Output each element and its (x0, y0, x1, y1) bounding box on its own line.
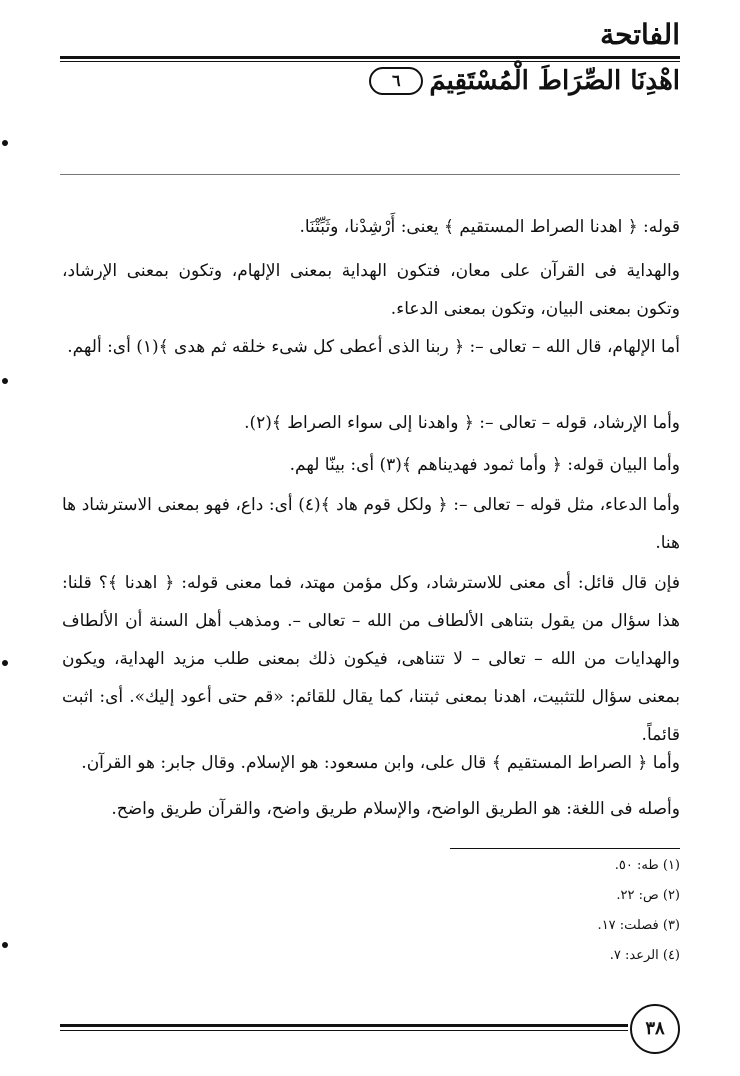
ayah-number: ٦ (392, 71, 401, 90)
verse-text: اهْدِنَا الصِّرَاطَ الْمُسْتَقِيمَ (429, 66, 680, 96)
footnote-3: (٣) فصلت: ١٧. (597, 918, 680, 933)
margin-mark (2, 660, 8, 666)
footer-rule-thick (60, 1024, 628, 1027)
margin-mark (2, 942, 8, 948)
paragraph-6: وأما الدعاء، مثل قوله – تعالى –: ﴿ ولكل قوم هاد ﴾(٤) أى: داع، فهو بمعنى الاسترشاد ها هنا. (62, 495, 680, 553)
paragraph-1: قوله: ﴿ اهدنا الصراط المستقيم ﴾ يعنى: أَرْشِدْنا، وثَبِّتْنَا. (299, 217, 680, 237)
page-number: ٣٨ (630, 1004, 680, 1054)
paragraph-5: وأما البيان قوله: ﴿ وأما ثمود فهديناهم ﴾(٣) أى: بينّا لهم. (289, 455, 680, 475)
verse-heading (369, 66, 680, 96)
footnote-4: (٤) الرعد: ٧. (609, 948, 680, 963)
margin-mark (2, 140, 8, 146)
ayah-number-badge (369, 67, 423, 95)
footnote-rule (450, 848, 680, 849)
header-rule-thin (60, 61, 680, 62)
section-divider (60, 174, 680, 175)
paragraph-7: فإن قال قائل: أى معنى للاسترشاد، وكل مؤمن مهتد، فما معنى قوله: ﴿ اهدنا ﴾؟ قلنا: هذا سؤال من يقول بتناهى الألطاف من الله – تعالى –. ومذهب أهل السنة أن الألطاف والهدايات من الله – تعالى – لا تتناهى، فيكون ذلك بمعنى طلب مزيد الهداية، ويكون بمعنى سؤال للتثبيت، اهدنا بمعنى ثبتنا، كما يقال للقائم: «قم حتى أعود إليك». أى: اثبت قائماً. (62, 573, 680, 745)
header-rule-thick (60, 56, 680, 59)
margin-mark (2, 378, 8, 384)
running-header-title: الفاتحة (600, 18, 680, 51)
footer-rule-thin (60, 1030, 628, 1031)
paragraph-3: أما الإلهام، قال الله – تعالى –: ﴿ ربنا الذى أعطى كل شىء خلقه ثم هدى ﴾(١) أى: ألهم. (67, 337, 680, 357)
footnote-1: (١) طه: ٥٠. (614, 858, 680, 873)
paragraph-8: وأما ﴿ الصراط المستقيم ﴾ قال على، وابن مسعود: هو الإسلام. وقال جابر: هو القرآن. (81, 753, 680, 773)
paragraph-9: وأصله فى اللغة: هو الطريق الواضح، والإسلام طريق واضح، والقرآن طريق واضح. (111, 799, 680, 819)
paragraph-2: والهداية فى القرآن على معان، فتكون الهداية بمعنى الإلهام، وتكون بمعنى الإرشاد، وتكون بمعنى البيان، وتكون بمعنى الدعاء. (62, 261, 680, 319)
footnote-2: (٢) ص: ٢٢. (616, 888, 680, 903)
paragraph-4: وأما الإرشاد، قوله – تعالى –: ﴿ واهدنا إلى سواء الصراط ﴾(٢). (244, 413, 680, 433)
